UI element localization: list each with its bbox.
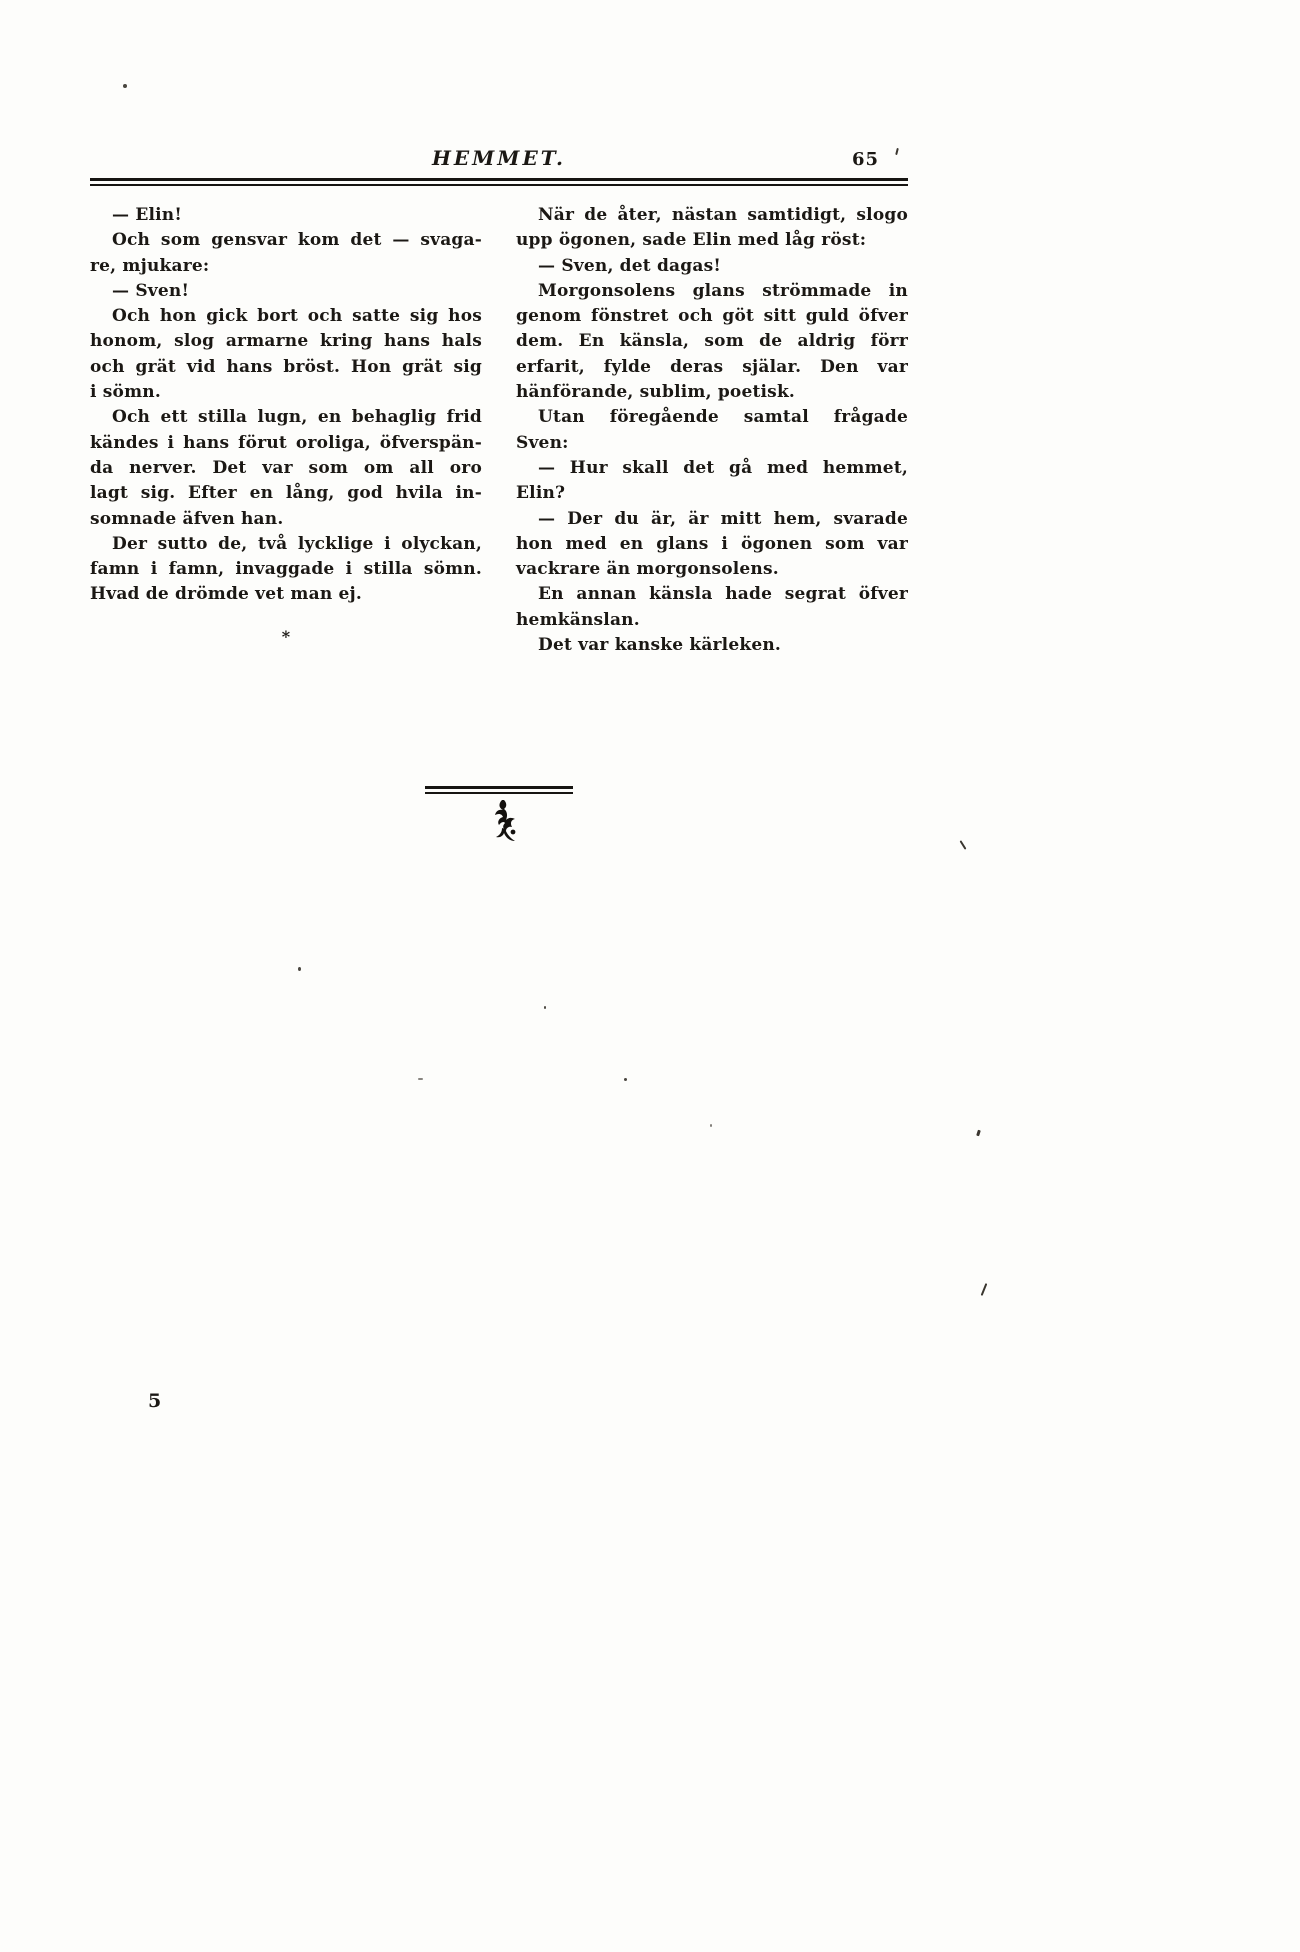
text-line: När de åter, nästan samtidigt, slogo <box>538 205 908 225</box>
scan-speck <box>123 84 127 88</box>
text-line: Och ett stilla lugn, en behaglig frid <box>112 407 482 428</box>
text-line: Och hon gick bort och satte sig hos <box>112 306 482 327</box>
section-break-asterisk: * <box>281 626 291 646</box>
floral-flourish-icon <box>487 799 521 847</box>
scan-mark <box>960 840 967 850</box>
text-line: kändes i hans förut oroliga, öfverspän- <box>90 432 482 453</box>
text-line: somnade äfven han. <box>90 508 284 529</box>
text-line: — Sven, det dagas! <box>538 255 721 276</box>
paragraph <box>516 507 908 583</box>
text-line: honom, slog armarne kring hans hals <box>90 331 482 352</box>
paragraph <box>90 304 482 405</box>
scan-speck <box>624 1078 627 1081</box>
scan-mark <box>418 1078 423 1080</box>
text-line: da nerver. Det var som om all oro <box>90 457 482 478</box>
text-line: hon med en glans i ögonen som var <box>516 533 908 554</box>
right-column-paragraphs <box>516 203 908 658</box>
text-line: re, mjukare: <box>90 255 210 276</box>
left-column <box>90 203 482 658</box>
text-line: och grät vid hans bröst. Hon grät sig <box>90 356 482 377</box>
paragraph <box>90 405 482 531</box>
scan-speck <box>710 1124 712 1127</box>
paragraph <box>516 254 908 279</box>
text-line: — Sven! <box>112 280 190 301</box>
text-line: En annan känsla hade segrat öfver <box>538 584 908 605</box>
scan-speck <box>544 1006 546 1009</box>
paragraph <box>516 582 908 633</box>
tailpiece <box>90 786 908 847</box>
text-line: hemkänslan. <box>516 609 640 630</box>
page-number: 65 <box>852 149 880 170</box>
text-line: Hvad de drömde vet man ej. <box>90 584 363 605</box>
header-double-rule <box>90 178 908 186</box>
text-line: Och som gensvar kom det — svaga- <box>112 230 482 251</box>
text-line: — Hur skall det gå med hemmet, <box>538 457 908 478</box>
text-line: Sven: <box>516 432 569 453</box>
text-line: dem. En känsla, som de aldrig förr <box>516 331 908 352</box>
text-line: genom fönstret och göt sitt guld öfver <box>516 306 908 327</box>
paragraph <box>516 456 908 507</box>
paragraph <box>90 279 482 304</box>
tailpiece-double-rule <box>425 786 573 794</box>
right-column <box>516 203 908 658</box>
text-block <box>90 203 908 658</box>
left-column-paragraphs <box>90 203 482 608</box>
scan-pen-mark <box>981 1283 988 1296</box>
running-head-title: HEMMET. <box>432 146 566 170</box>
text-line: — Der du är, är mitt hem, svarade <box>538 508 908 529</box>
scan-mark <box>976 1130 981 1137</box>
text-line: Utan föregående samtal frågade <box>538 407 908 428</box>
paragraph <box>516 405 908 456</box>
text-line: vackrare än morgonsolens. <box>516 559 779 580</box>
paragraph <box>90 203 482 228</box>
text-line: erfarit, fylde deras själar. Den var <box>516 356 908 377</box>
text-line: Der sutto de, två lycklige i olyckan, <box>112 533 482 554</box>
paragraph <box>516 633 908 658</box>
text-line: Morgonsolens glans strömmade in <box>538 280 908 301</box>
text-line: upp ögonen, sade Elin med låg röst: <box>516 230 867 251</box>
text-line: Elin? <box>516 483 566 504</box>
text-line: i sömn. <box>90 382 161 403</box>
signature-mark: 5 <box>148 1390 162 1412</box>
text-line: Det var kanske kärleken. <box>538 635 782 656</box>
text-line: hänförande, sublim, poetisk. <box>516 382 796 403</box>
paragraph <box>90 532 482 608</box>
paragraph <box>516 203 908 254</box>
scan-speck <box>298 967 301 971</box>
paragraph <box>90 228 482 279</box>
paragraph <box>516 279 908 405</box>
text-line: famn i famn, invaggade i stilla sömn. <box>90 559 482 580</box>
text-line: lagt sig. Efter en lång, god hvila in- <box>90 483 482 504</box>
text-line: — Elin! <box>112 205 183 225</box>
